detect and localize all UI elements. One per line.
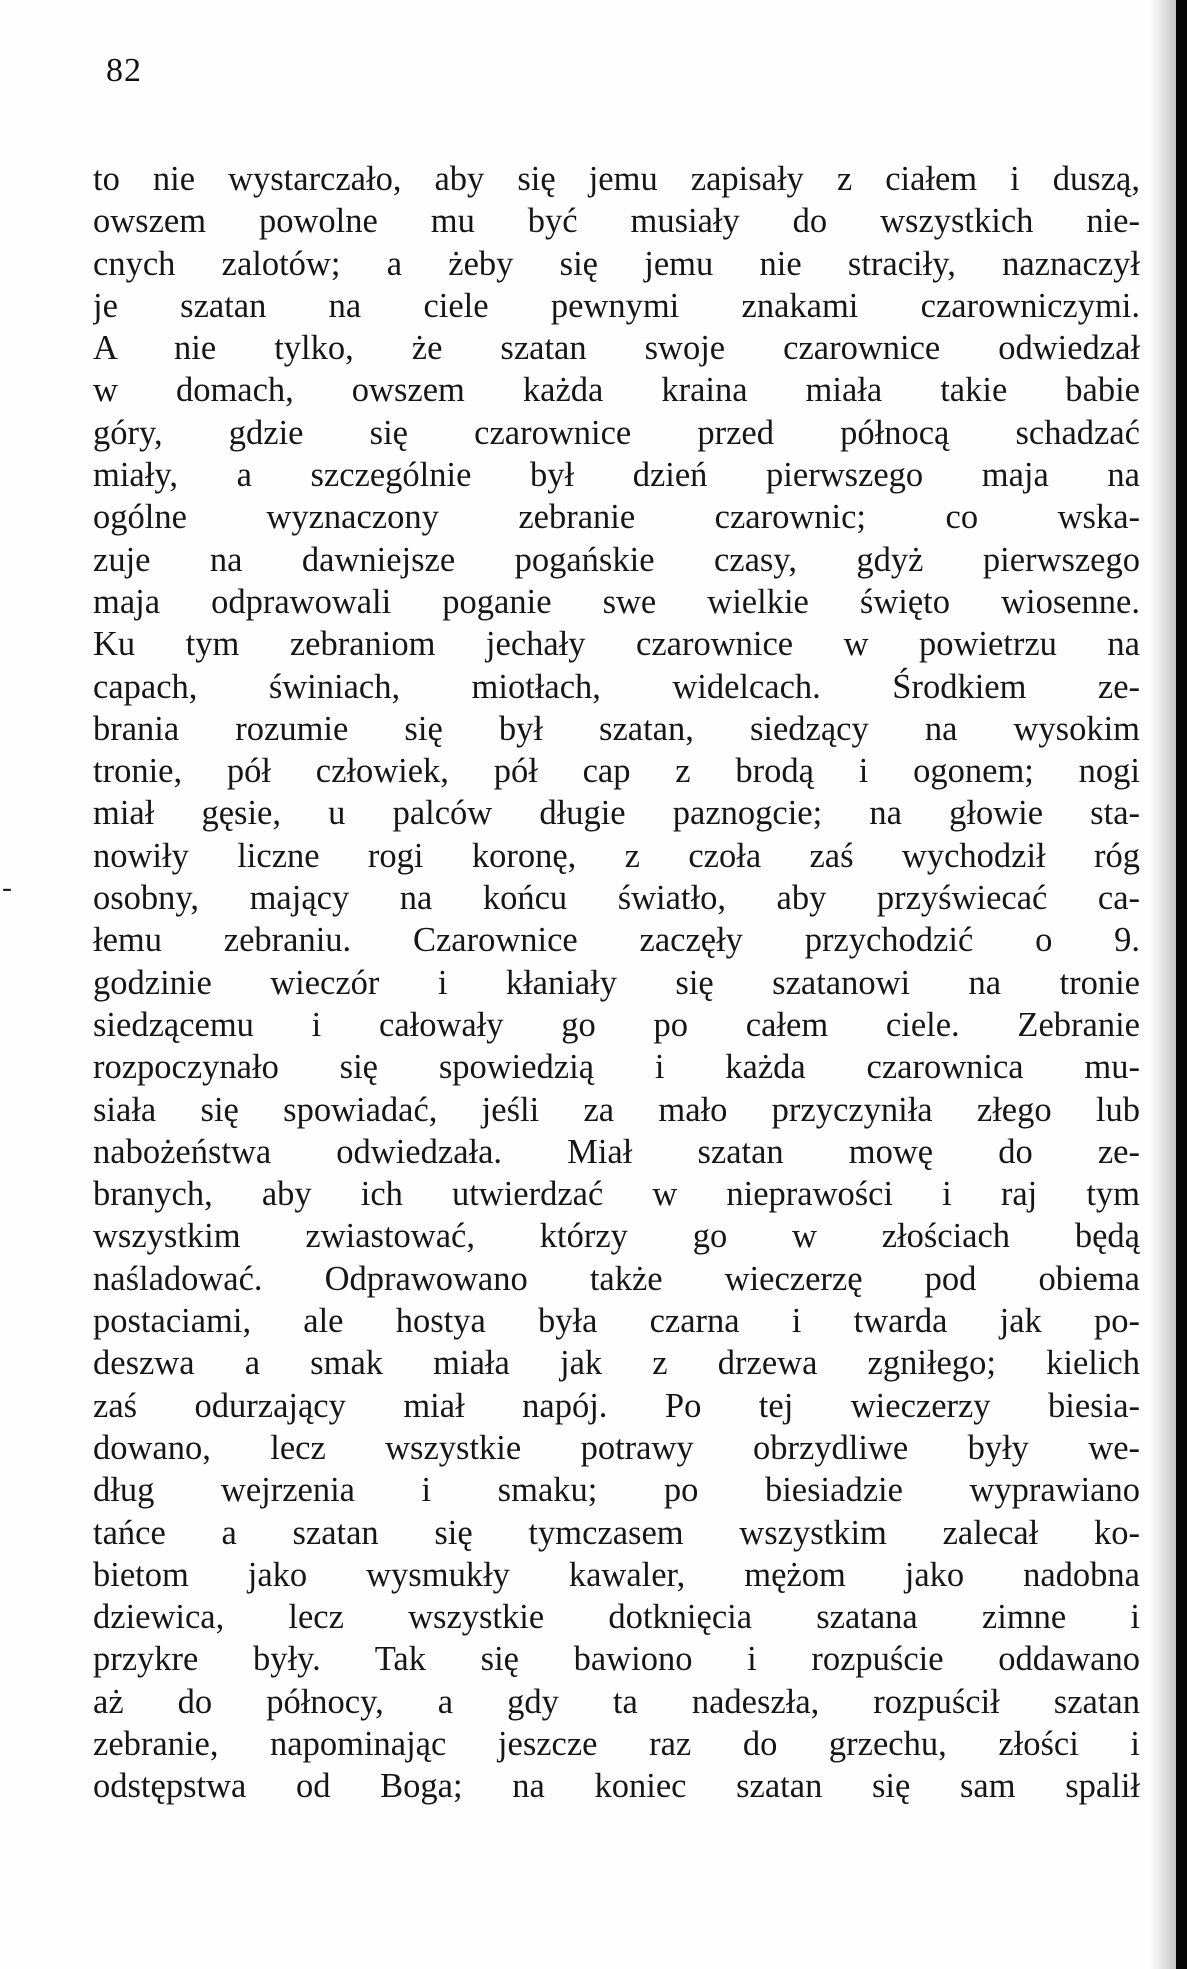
page-edge-shadow (1150, 0, 1176, 1969)
text-line: ogólne wyznaczony zebranie czarownic; co wska- (93, 498, 1140, 537)
text-line: owszem powolne mu być musiały do wszystkich nie- (93, 202, 1140, 241)
text-line: branych, aby ich utwierdzać w nieprawości i raj tym (93, 1175, 1140, 1214)
text-line: dług wejrzenia i smaku; po biesiadzie wyprawiano (93, 1471, 1140, 1510)
text-line: je szatan na ciele pewnymi znakami czarowniczymi. (93, 286, 1140, 325)
text-line: capach, świniach, miotłach, widelcach. Środkiem ze- (93, 667, 1140, 706)
text-line: nowiły liczne rogi koronę, z czoła zaś wychodził róg (93, 836, 1140, 875)
text-line: miał gęsie, u palców długie paznogcie; na głowie sta- (93, 794, 1140, 833)
text-line: tronie, pół człowiek, pół cap z brodą i ogonem; nogi (93, 752, 1140, 791)
text-line: dziewica, lecz wszystkie dotknięcia szatana zimne i (93, 1598, 1140, 1637)
text-line: postaciami, ale hostya była czarna i twarda jak po- (93, 1302, 1140, 1341)
text-line: osobny, mający na końcu światło, aby przyświecać ca- (93, 879, 1140, 918)
text-line: przykre były. Tak się bawiono i rozpuście oddawano (93, 1640, 1140, 1679)
margin-mark: - (2, 871, 12, 904)
text-line: wszystkim zwiastować, którzy go w złościach będą (93, 1217, 1140, 1256)
text-line: zaś odurzający miał napój. Po tej wieczerzy biesia- (93, 1386, 1140, 1425)
text-line: aż do północy, a gdy ta nadeszła, rozpuścił szatan (93, 1682, 1140, 1721)
text-line: siała się spowiadać, jeśli za mało przyczyniła złego lub (93, 1090, 1140, 1129)
text-line: deszwa a smak miała jak z drzewa zgniłego; kielich (93, 1344, 1140, 1383)
text-line: tańce a szatan się tymczasem wszystkim zalecał ko- (93, 1513, 1140, 1552)
text-line: odstępstwa od Boga; na koniec szatan się sam spalił (93, 1767, 1140, 1806)
text-line: zebranie, napominając jeszcze raz do grzechu, złości i (93, 1724, 1140, 1763)
text-line: to nie wystarczało, aby się jemu zapisały z ciałem i duszą, (93, 160, 1140, 198)
text-line: A nie tylko, że szatan swoje czarownice odwiedzał (93, 329, 1140, 368)
text-line: góry, gdzie się czarownice przed północą schadzać (93, 413, 1140, 452)
text-line: dowano, lecz wszystkie potrawy obrzydliwe były we- (93, 1428, 1140, 1467)
text-line: maja odprawowali poganie swe wielkie święto wiosenne. (93, 582, 1140, 621)
text-line: w domach, owszem każda kraina miała takie babie (93, 371, 1140, 410)
text-line: godzinie wieczór i kłaniały się szatanowi na tronie (93, 963, 1140, 1002)
body-text (93, 158, 1140, 1808)
page-number: 82 (106, 52, 142, 89)
text-line: naśladować. Odprawowano także wieczerzę pod obiema (93, 1259, 1140, 1298)
text-line: cnych zalotów; a żeby się jemu nie straciły, naznaczył (93, 244, 1140, 283)
text-line: brania rozumie się był szatan, siedzący na wysokim (93, 709, 1140, 748)
text-line: nabożeństwa odwiedzała. Miał szatan mowę do ze- (93, 1132, 1140, 1171)
text-line: bietom jako wysmukły kawaler, mężom jako nadobna (93, 1555, 1140, 1594)
text-line: zuje na dawniejsze pogańskie czasy, gdyż pierwszego (93, 540, 1140, 579)
scan-dark-border (1176, 0, 1187, 1969)
text-line: rozpoczynało się spowiedzią i każda czarownica mu- (93, 1048, 1140, 1087)
text-line: Ku tym zebraniom jechały czarownice w powietrzu na (93, 625, 1140, 664)
text-line: miały, a szczególnie był dzień pierwszego maja na (93, 456, 1140, 495)
text-line: łemu zebraniu. Czarownice zaczęły przychodzić o 9. (93, 921, 1140, 960)
text-line: siedzącemu i całowały go po całem ciele. Zebranie (93, 1005, 1140, 1044)
